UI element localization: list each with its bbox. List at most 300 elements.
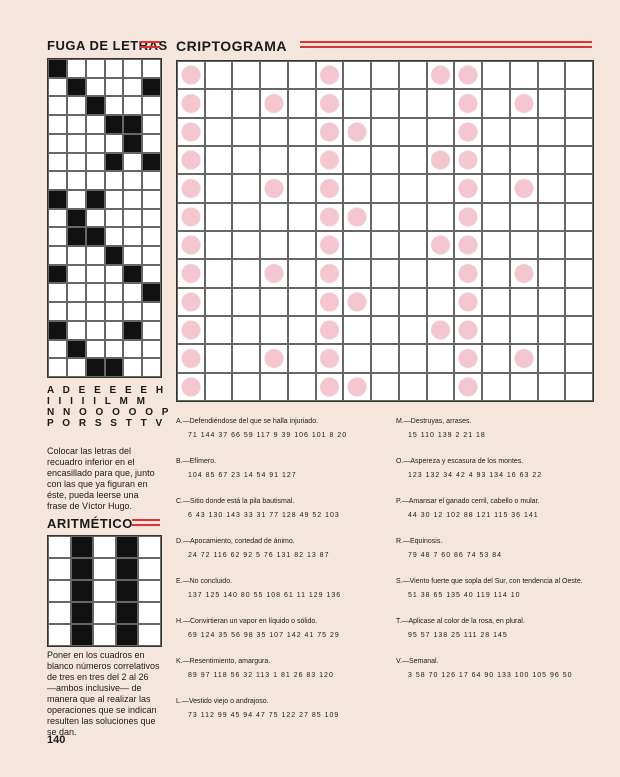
crypto-cell bbox=[205, 373, 233, 401]
crypto-cell bbox=[565, 89, 593, 117]
crypto-cell bbox=[565, 259, 593, 287]
arith-cell bbox=[138, 580, 161, 602]
crypto-cell bbox=[260, 203, 288, 231]
crypto-cell bbox=[343, 61, 371, 89]
crypto-cell bbox=[510, 203, 538, 231]
crypto-cell bbox=[454, 259, 482, 287]
fuga-cell bbox=[86, 358, 105, 377]
fuga-cell bbox=[48, 302, 67, 321]
crypto-cell bbox=[482, 89, 510, 117]
crypto-cell bbox=[371, 203, 399, 231]
crypto-cell bbox=[371, 61, 399, 89]
crypto-cell bbox=[510, 174, 538, 202]
crypto-cell bbox=[510, 259, 538, 287]
crypto-cell bbox=[260, 146, 288, 174]
crypto-cell bbox=[205, 174, 233, 202]
crypto-cell bbox=[177, 61, 205, 89]
crypto-cell bbox=[538, 344, 566, 372]
crypto-cell bbox=[454, 61, 482, 89]
crypto-cell bbox=[343, 118, 371, 146]
fuga-cell bbox=[142, 59, 161, 78]
clue-label: B.—Efímero. bbox=[176, 458, 217, 465]
crypto-cell bbox=[288, 203, 316, 231]
crypto-cell bbox=[371, 89, 399, 117]
crypto-cell bbox=[565, 373, 593, 401]
clue-numbers: 15 110 139 2 21 18 bbox=[408, 432, 486, 439]
crypto-cell bbox=[205, 259, 233, 287]
fuga-cell bbox=[105, 321, 124, 340]
fuga-cell bbox=[86, 78, 105, 97]
crypto-cell bbox=[427, 316, 455, 344]
crypto-cell bbox=[205, 316, 233, 344]
crypto-cell bbox=[565, 231, 593, 259]
crypto-cell bbox=[427, 231, 455, 259]
crypto-cell bbox=[482, 203, 510, 231]
arith-cell bbox=[48, 536, 71, 558]
crypto-cell bbox=[427, 344, 455, 372]
fuga-cell bbox=[67, 115, 86, 134]
fuga-cell bbox=[67, 209, 86, 228]
crypto-cell bbox=[232, 61, 260, 89]
crypto-cell bbox=[288, 316, 316, 344]
clue-numbers: 44 30 12 102 88 121 115 36 141 bbox=[408, 512, 539, 519]
crypto-cell bbox=[482, 259, 510, 287]
fuga-cell bbox=[105, 78, 124, 97]
crypto-cell bbox=[343, 174, 371, 202]
fuga-cell bbox=[86, 227, 105, 246]
crypto-cell bbox=[371, 316, 399, 344]
arith-cell bbox=[48, 580, 71, 602]
crypto-cell bbox=[260, 288, 288, 316]
fuga-cell bbox=[67, 59, 86, 78]
fuga-cell bbox=[142, 78, 161, 97]
fuga-cell bbox=[67, 358, 86, 377]
crypto-cell bbox=[316, 344, 344, 372]
clue-label: D.—Apocamiento, cortedad de ánimo. bbox=[176, 538, 295, 545]
crypto-cell bbox=[399, 146, 427, 174]
crypto-cell bbox=[232, 373, 260, 401]
clue-label: O.—Aspereza y escasura de los montes. bbox=[396, 458, 524, 465]
crypto-cell bbox=[427, 259, 455, 287]
crypto-cell bbox=[538, 61, 566, 89]
crypto-cell bbox=[399, 61, 427, 89]
crypto-cell bbox=[482, 118, 510, 146]
fuga-cell bbox=[86, 190, 105, 209]
crypto-cell bbox=[454, 344, 482, 372]
fuga-cell bbox=[142, 283, 161, 302]
crypto-cell bbox=[232, 344, 260, 372]
crypto-cell bbox=[538, 259, 566, 287]
page-number: 140 bbox=[47, 734, 66, 746]
arith-cell bbox=[93, 558, 116, 580]
fuga-cell bbox=[123, 153, 142, 172]
fuga-cell bbox=[105, 358, 124, 377]
fuga-cell bbox=[48, 134, 67, 153]
fuga-cell bbox=[48, 283, 67, 302]
crypto-cell bbox=[427, 61, 455, 89]
fuga-cell bbox=[105, 283, 124, 302]
crypto-cell bbox=[482, 174, 510, 202]
fuga-grid bbox=[47, 58, 162, 378]
arith-title: ARITMÉTICO bbox=[47, 516, 133, 531]
crypto-cell bbox=[399, 259, 427, 287]
arith-cell bbox=[71, 558, 94, 580]
crypto-cell bbox=[371, 118, 399, 146]
fuga-cell bbox=[86, 115, 105, 134]
crypto-cell bbox=[371, 288, 399, 316]
crypto-cell bbox=[177, 344, 205, 372]
fuga-cell bbox=[105, 134, 124, 153]
crypto-cell bbox=[343, 146, 371, 174]
crypto-cell bbox=[260, 231, 288, 259]
crypto-cell bbox=[316, 146, 344, 174]
arith-cell bbox=[93, 580, 116, 602]
crypto-cell bbox=[427, 89, 455, 117]
fuga-cell bbox=[67, 227, 86, 246]
fuga-cell bbox=[86, 283, 105, 302]
fuga-cell bbox=[67, 265, 86, 284]
arith-cell bbox=[48, 602, 71, 624]
crypto-cell bbox=[538, 316, 566, 344]
fuga-cell bbox=[67, 302, 86, 321]
fuga-cell bbox=[142, 134, 161, 153]
crypto-cell bbox=[454, 203, 482, 231]
crypto-cell bbox=[565, 288, 593, 316]
clue-label: R.—Equinosis. bbox=[396, 538, 443, 545]
clue-numbers: 51 38 65 135 40 119 114 10 bbox=[408, 592, 521, 599]
fuga-bar bbox=[140, 41, 160, 48]
crypto-cell bbox=[288, 344, 316, 372]
clue-numbers: 71 144 37 66 59 117 9 39 106 101 8 20 bbox=[188, 432, 348, 439]
fuga-cell bbox=[123, 340, 142, 359]
fuga-cell bbox=[105, 115, 124, 134]
crypto-cell bbox=[482, 61, 510, 89]
crypto-cell bbox=[510, 373, 538, 401]
crypto-cell bbox=[427, 146, 455, 174]
crypto-cell bbox=[427, 373, 455, 401]
fuga-cell bbox=[86, 134, 105, 153]
fuga-cell bbox=[105, 96, 124, 115]
crypto-cell bbox=[343, 344, 371, 372]
crypto-cell bbox=[510, 146, 538, 174]
crypto-cell bbox=[454, 373, 482, 401]
fuga-cell bbox=[123, 209, 142, 228]
fuga-cell bbox=[86, 321, 105, 340]
fuga-cell bbox=[67, 134, 86, 153]
fuga-cell bbox=[48, 115, 67, 134]
arith-cell bbox=[116, 624, 139, 646]
fuga-cell bbox=[123, 59, 142, 78]
crypto-cell bbox=[399, 344, 427, 372]
arith-cell bbox=[93, 624, 116, 646]
crypto-cell bbox=[454, 231, 482, 259]
clue-numbers: 79 48 7 60 86 74 53 84 bbox=[408, 552, 503, 559]
arith-cell bbox=[138, 558, 161, 580]
clue-numbers: 73 112 99 45 94 47 75 122 27 85 109 bbox=[188, 712, 340, 719]
crypto-cell bbox=[565, 61, 593, 89]
crypto-cell bbox=[565, 174, 593, 202]
crypto-cell bbox=[565, 344, 593, 372]
clue-label: T.—Aplicase al color de la rosa, en plural. bbox=[396, 618, 525, 625]
crypto-cell bbox=[482, 231, 510, 259]
crypto-cell bbox=[343, 316, 371, 344]
crypto-cell bbox=[316, 373, 344, 401]
fuga-cell bbox=[48, 358, 67, 377]
fuga-cell bbox=[123, 78, 142, 97]
fuga-cell bbox=[86, 209, 105, 228]
crypto-cell bbox=[482, 146, 510, 174]
crypto-cell bbox=[538, 118, 566, 146]
crypto-cell bbox=[288, 174, 316, 202]
crypto-cell bbox=[510, 61, 538, 89]
crypto-cell bbox=[232, 231, 260, 259]
crypto-cell bbox=[260, 259, 288, 287]
crypto-cell bbox=[260, 61, 288, 89]
fuga-cell bbox=[123, 96, 142, 115]
crypto-cell bbox=[232, 288, 260, 316]
arith-cell bbox=[93, 602, 116, 624]
crypto-cell bbox=[371, 146, 399, 174]
fuga-cell bbox=[123, 358, 142, 377]
crypto-cell bbox=[399, 373, 427, 401]
fuga-cell bbox=[48, 153, 67, 172]
crypto-cell bbox=[232, 118, 260, 146]
fuga-cell bbox=[105, 209, 124, 228]
clue-numbers: 123 132 34 42 4 93 134 16 63 22 bbox=[408, 472, 543, 479]
crypto-cell bbox=[205, 203, 233, 231]
crypto-cell bbox=[538, 231, 566, 259]
crypto-cell bbox=[316, 288, 344, 316]
crypto-cell bbox=[399, 174, 427, 202]
crypto-cell bbox=[538, 174, 566, 202]
crypto-cell bbox=[205, 288, 233, 316]
fuga-text: Colocar las letras del recuadro inferior en el encasillado para que, junto con las que ya figuran en éste, pueda leerse una frase de Víctor Hugo. bbox=[47, 446, 155, 511]
crypto-cell bbox=[260, 316, 288, 344]
clue-numbers: 6 43 130 143 33 31 77 128 49 52 103 bbox=[188, 512, 340, 519]
fuga-cell bbox=[67, 340, 86, 359]
crypto-cell bbox=[177, 203, 205, 231]
fuga-cell bbox=[105, 153, 124, 172]
clue-label: V.—Semanal. bbox=[396, 658, 439, 665]
fuga-cell bbox=[105, 302, 124, 321]
crypto-cell bbox=[343, 203, 371, 231]
crypto-cell bbox=[232, 316, 260, 344]
crypto-cell bbox=[316, 316, 344, 344]
crypto-grid bbox=[176, 60, 594, 402]
crypto-cell bbox=[343, 231, 371, 259]
arith-cell bbox=[71, 536, 94, 558]
crypto-cell bbox=[510, 316, 538, 344]
clue-label: H.—Convirtieran un vapor en líquido o sólido. bbox=[176, 618, 318, 625]
clue-numbers: 89 97 118 56 32 113 1 81 26 83 120 bbox=[188, 672, 334, 679]
arith-cell bbox=[48, 558, 71, 580]
fuga-cell bbox=[86, 265, 105, 284]
crypto-cell bbox=[399, 231, 427, 259]
crypto-cell bbox=[177, 89, 205, 117]
crypto-cell bbox=[232, 89, 260, 117]
fuga-cell bbox=[105, 59, 124, 78]
crypto-cell bbox=[177, 231, 205, 259]
crypto-cell bbox=[510, 118, 538, 146]
crypto-cell bbox=[232, 259, 260, 287]
crypto-cell bbox=[565, 203, 593, 231]
crypto-cell bbox=[177, 118, 205, 146]
fuga-cell bbox=[67, 283, 86, 302]
crypto-cell bbox=[427, 118, 455, 146]
crypto-cell bbox=[454, 89, 482, 117]
fuga-cell bbox=[142, 340, 161, 359]
crypto-cell bbox=[316, 89, 344, 117]
fuga-letters: A D E E E E E H I I I I I L M M N N O O O O O P P O R S S T T V bbox=[47, 385, 172, 429]
fuga-cell bbox=[142, 190, 161, 209]
clue-label: C.—Sitio donde está la pila bautismal. bbox=[176, 498, 295, 505]
fuga-cell bbox=[48, 59, 67, 78]
fuga-cell bbox=[67, 246, 86, 265]
fuga-cell bbox=[142, 115, 161, 134]
fuga-cell bbox=[123, 302, 142, 321]
crypto-cell bbox=[177, 146, 205, 174]
crypto-cell bbox=[260, 373, 288, 401]
fuga-cell bbox=[123, 246, 142, 265]
fuga-cell bbox=[142, 265, 161, 284]
crypto-cell bbox=[538, 373, 566, 401]
fuga-cell bbox=[123, 115, 142, 134]
clue-numbers: 3 58 70 126 17 64 90 133 100 105 96 50 bbox=[408, 672, 573, 679]
arith-text: Poner en los cuadros en blanco números correlativos de tres en tres del 2 al 26 —ambos inclusive— de manera que al realizar las operaciones que se indican resulten las soluciones que se dan. bbox=[47, 650, 160, 737]
crypto-cell bbox=[454, 316, 482, 344]
clue-label: E.—No concluido. bbox=[176, 578, 233, 585]
fuga-cell bbox=[123, 171, 142, 190]
fuga-cell bbox=[48, 96, 67, 115]
clue-numbers: 95 57 138 25 111 28 145 bbox=[408, 632, 508, 639]
crypto-cell bbox=[482, 373, 510, 401]
fuga-cell bbox=[123, 190, 142, 209]
crypto-cell bbox=[538, 89, 566, 117]
crypto-cell bbox=[288, 373, 316, 401]
fuga-cell bbox=[48, 190, 67, 209]
fuga-cell bbox=[67, 153, 86, 172]
crypto-cell bbox=[177, 316, 205, 344]
crypto-cell bbox=[454, 288, 482, 316]
crypto-cell bbox=[510, 89, 538, 117]
fuga-cell bbox=[142, 358, 161, 377]
crypto-cell bbox=[482, 316, 510, 344]
fuga-cell bbox=[86, 246, 105, 265]
fuga-cell bbox=[48, 227, 67, 246]
crypto-cell bbox=[260, 89, 288, 117]
clue-label: S.—Viento fuerte que sopla del Sur, con tendencia al Oeste. bbox=[396, 578, 583, 585]
fuga-cell bbox=[105, 190, 124, 209]
fuga-cell bbox=[142, 321, 161, 340]
arith-bar bbox=[132, 519, 160, 526]
clue-label: K.—Resentimiento, amargura. bbox=[176, 658, 271, 665]
crypto-cell bbox=[427, 203, 455, 231]
crypto-cell bbox=[482, 344, 510, 372]
crypto-cell bbox=[565, 316, 593, 344]
crypto-cell bbox=[316, 174, 344, 202]
fuga-cell bbox=[123, 283, 142, 302]
crypto-cell bbox=[538, 146, 566, 174]
arith-cell bbox=[71, 580, 94, 602]
fuga-cell bbox=[67, 78, 86, 97]
fuga-cell bbox=[86, 340, 105, 359]
crypto-cell bbox=[177, 288, 205, 316]
fuga-cell bbox=[86, 59, 105, 78]
clue-numbers: 104 85 67 23 14 54 91 127 bbox=[188, 472, 297, 479]
fuga-cell bbox=[48, 171, 67, 190]
crypto-cell bbox=[205, 118, 233, 146]
crypto-cell bbox=[177, 174, 205, 202]
crypto-cell bbox=[288, 288, 316, 316]
crypto-cell bbox=[343, 373, 371, 401]
crypto-cell bbox=[371, 231, 399, 259]
crypto-cell bbox=[232, 146, 260, 174]
arith-cell bbox=[116, 536, 139, 558]
fuga-cell bbox=[48, 246, 67, 265]
crypto-title: CRIPTOGRAMA bbox=[176, 38, 288, 54]
crypto-cell bbox=[260, 174, 288, 202]
fuga-cell bbox=[123, 134, 142, 153]
clue-label: A.—Defendiéndose del que se halla injuriado. bbox=[176, 418, 319, 425]
crypto-cell bbox=[510, 231, 538, 259]
crypto-cell bbox=[316, 61, 344, 89]
fuga-cell bbox=[142, 302, 161, 321]
crypto-cell bbox=[316, 118, 344, 146]
crypto-cell bbox=[399, 89, 427, 117]
crypto-cell bbox=[288, 89, 316, 117]
fuga-cell bbox=[86, 96, 105, 115]
crypto-cell bbox=[399, 203, 427, 231]
fuga-cell bbox=[142, 153, 161, 172]
arith-cell bbox=[116, 602, 139, 624]
fuga-cell bbox=[67, 190, 86, 209]
fuga-title: FUGA DE LETRAS bbox=[47, 38, 168, 53]
arith-cell bbox=[93, 536, 116, 558]
fuga-cell bbox=[86, 302, 105, 321]
crypto-cell bbox=[177, 373, 205, 401]
clue-label: P.—Amansar el ganado cerril, cabello o mular. bbox=[396, 498, 540, 505]
crypto-cell bbox=[288, 61, 316, 89]
fuga-cell bbox=[142, 227, 161, 246]
crypto-cell bbox=[510, 344, 538, 372]
arith-cell bbox=[71, 624, 94, 646]
crypto-cell bbox=[482, 288, 510, 316]
fuga-cell bbox=[105, 171, 124, 190]
clue-numbers: 137 125 140 80 55 108 61 11 129 136 bbox=[188, 592, 342, 599]
clue-numbers: 69 124 35 56 98 35 107 142 41 75 29 bbox=[188, 632, 340, 639]
crypto-cell bbox=[399, 288, 427, 316]
crypto-cell bbox=[288, 231, 316, 259]
arith-cell bbox=[138, 536, 161, 558]
fuga-cell bbox=[142, 246, 161, 265]
clue-label: M.—Destruyas, arrases. bbox=[396, 418, 472, 425]
fuga-cell bbox=[48, 209, 67, 228]
crypto-cell bbox=[343, 259, 371, 287]
crypto-cell bbox=[454, 174, 482, 202]
clue-numbers: 24 72 116 62 92 5 76 131 82 13 87 bbox=[188, 552, 330, 559]
crypto-cell bbox=[343, 89, 371, 117]
crypto-cell bbox=[316, 203, 344, 231]
crypto-cell bbox=[538, 288, 566, 316]
fuga-cell bbox=[105, 227, 124, 246]
crypto-cell bbox=[427, 288, 455, 316]
crypto-bar bbox=[300, 41, 592, 48]
arith-cell bbox=[116, 558, 139, 580]
crypto-cell bbox=[538, 203, 566, 231]
fuga-cell bbox=[123, 321, 142, 340]
fuga-cell bbox=[48, 78, 67, 97]
crypto-cell bbox=[232, 174, 260, 202]
